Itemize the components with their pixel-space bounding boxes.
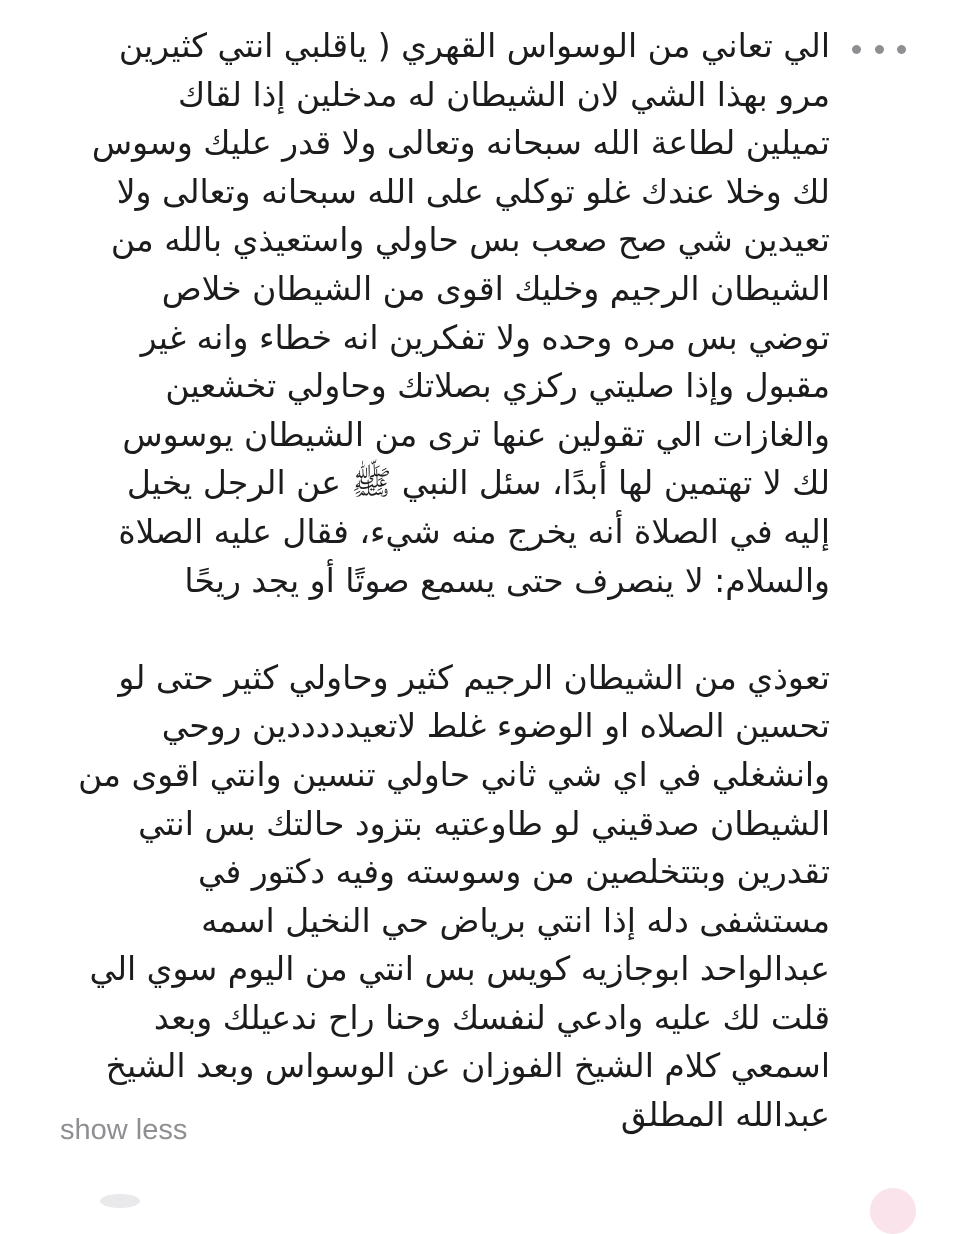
- post-text-line: والسلام: لا ينصرف حتى يسمع صوتًا أو يجد ريحًا: [184, 560, 830, 600]
- post-text-line: عبدالواحد ابوجازيه كويس بس انتي من اليوم سوي الي: [89, 949, 830, 989]
- post-text-line: تعيدين شي صح صعب بس حاولي واستعيذي بالله من: [110, 220, 830, 260]
- more-horizontal-icon-dot: [875, 45, 884, 54]
- post-text-line: الشيطان الرجيم وخليك اقوى من الشيطان خلاص: [161, 268, 830, 308]
- post-text-line: تميلين لطاعة الله سبحانه وتعالى ولا قدر عليك وسوس: [91, 123, 830, 163]
- next-item-edge: [100, 1194, 140, 1208]
- post-text-line: وانشغلي في اي شي ثاني حاولي تنسين وانتي اقوى من: [78, 754, 830, 794]
- post-text-line: مقبول وإذا صليتي ركزي بصلاتك وحاولي تخشعين: [165, 366, 830, 406]
- post-text-line: تقدرين وبتتخلصين من وسوسته وفيه دكتور في: [197, 852, 830, 892]
- post-text-line: مستشفى دله إذا انتي برياض حي النخيل اسمه: [201, 900, 830, 940]
- post-text-line: لك لا تهتمين لها أبدًا، سئل النبي ﷺ عن الرجل يخيل: [126, 463, 830, 503]
- more-options-button[interactable]: [846, 38, 912, 60]
- more-horizontal-icon-dot: [897, 45, 906, 54]
- post-body-text: [40, 22, 830, 1140]
- more-horizontal-icon: [852, 45, 861, 54]
- post-text-line: تحسين الصلاه او الوضوء غلط لاتعيدددددين روحي: [161, 706, 830, 746]
- avatar[interactable]: [870, 1188, 916, 1234]
- post-text-line: مرو بهذا الشي لان الشيطان له مدخلين إذا لقاك: [177, 74, 830, 114]
- show-less-link[interactable]: show less: [60, 1114, 188, 1146]
- post-text-line: عبدالله المطلق: [620, 1095, 830, 1135]
- post-text-line: قلت لك عليه وادعي لنفسك وحنا راح ندعيلك وبعد: [153, 997, 830, 1037]
- post-text-line: اسمعي كلام الشيخ الفوزان عن الوسواس وبعد الشيخ: [105, 1046, 830, 1086]
- post-text-line: إليه في الصلاة أنه يخرج منه شيء، فقال عليه الصلاة: [118, 511, 830, 551]
- post-text-line: توضي بس مره وحده ولا تفكرين انه خطاء وانه غير: [140, 317, 830, 357]
- post-text-line: تعوذي من الشيطان الرجيم كثير وحاولي كثير حتى لو: [118, 657, 830, 697]
- post-text-line: والغازات الي تقولين عنها ترى من الشيطان يوسوس: [122, 414, 830, 454]
- paragraph-spacer: [40, 605, 830, 654]
- post-text-line: الي تعاني من الوسواس القهري ( ياقلبي انتي كثيرين: [118, 26, 830, 65]
- post-text-line: الشيطان صدقيني لو طاوعتيه بتزود حالتك بس انتي: [138, 803, 830, 843]
- post-text-line: لك وخلا عندك غلو توكلي على الله سبحانه وتعالى ولا: [116, 171, 830, 211]
